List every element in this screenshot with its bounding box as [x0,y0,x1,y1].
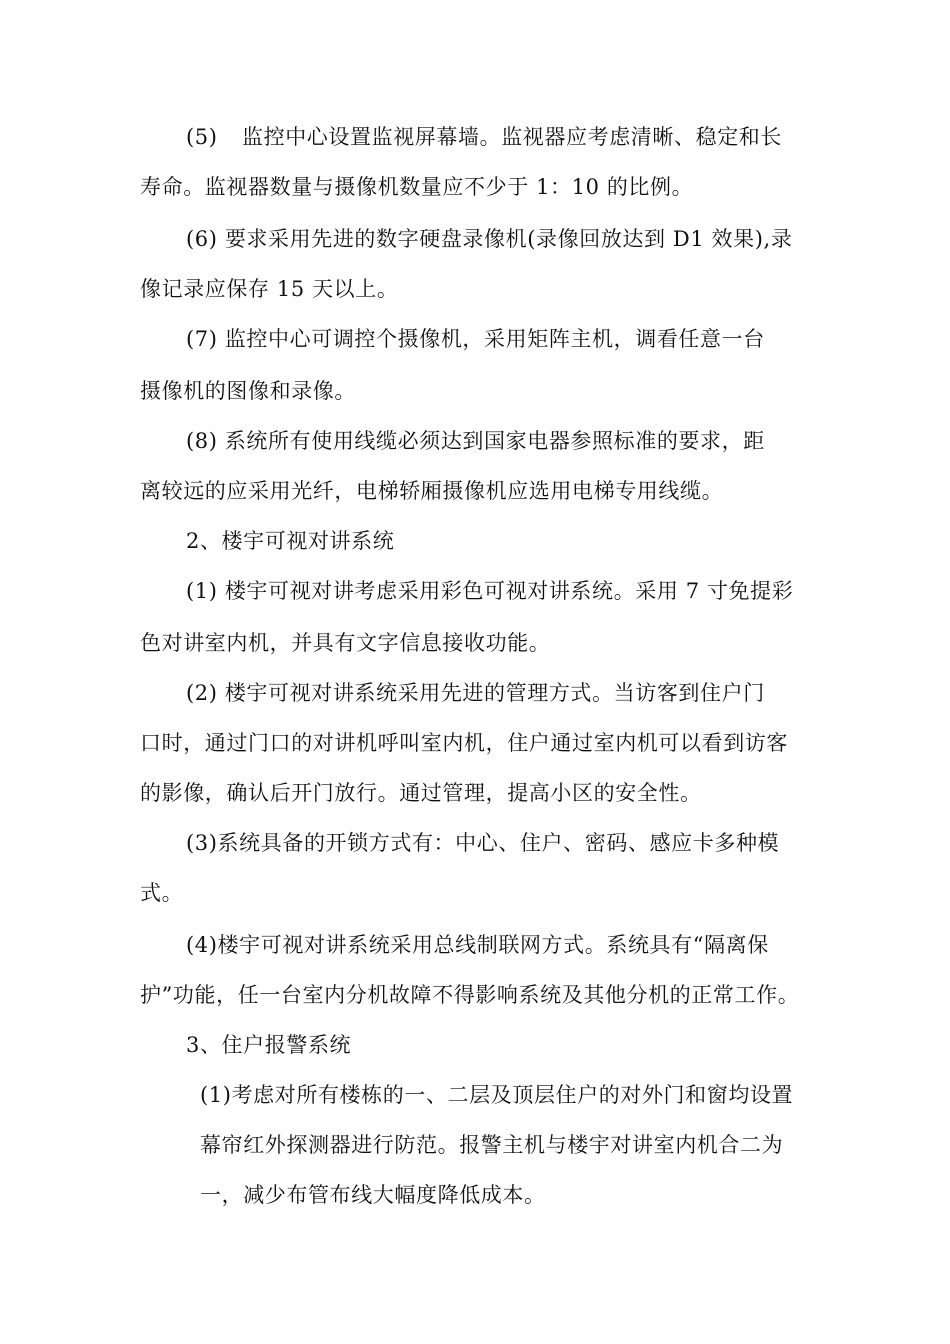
paragraph-line: (7) 监控中心可调控个摄像机，采用矩阵主机，调看任意一台 [186,327,765,351]
paragraph-line: 的影像，确认后开门放行。通过管理，提高小区的安全性。 [140,781,702,805]
paragraph-line [186,124,782,150]
paragraph-line: 一，减少布管布线大幅度降低成本。 [200,1183,546,1207]
paragraph-line: (2) 楼宇可视对讲系统采用先进的管理方式。当访客到住户门 [186,681,765,705]
line-text: 监控中心设置监视屏幕墙。监视器应考虑清晰、稳定和长 [242,125,782,149]
paragraph-line: 寿命。监视器数量与摄像机数量应不少于 1：10 的比例。 [140,175,694,199]
item-number: (5) [186,125,218,149]
paragraph-line: 像记录应保存 15 天以上。 [140,277,399,301]
paragraph-line: 摄像机的图像和录像。 [140,379,356,403]
paragraph-line: 色对讲室内机，并具有文字信息接收功能。 [140,631,551,655]
section-heading: 2、楼宇可视对讲系统 [186,529,395,553]
paragraph-line: (1) 楼宇可视对讲考虑采用彩色可视对讲系统。采用 7 寸免提彩 [186,579,794,603]
paragraph-line: (3)系统具备的开锁方式有：中心、住户、密码、感应卡多种模 [186,831,780,855]
paragraph-line: 幕帘红外探测器进行防范。报警主机与楼宇对讲室内机合二为 [200,1133,784,1157]
paragraph-line: (4)楼宇可视对讲系统采用总线制联网方式。系统具有“隔离保 [186,933,769,957]
paragraph-line: (8) 系统所有使用线缆必须达到国家电器参照标准的要求，距 [186,429,765,453]
paragraph-line: 口时，通过门口的对讲机呼叫室内机，住户通过室内机可以看到访客 [140,731,788,755]
paragraph-line: (6) 要求采用先进的数字硬盘录像机(录像回放达到 D1 效果),录 [186,227,793,251]
paragraph-line: 离较远的应采用光纤，电梯轿厢摄像机应选用电梯专用线缆。 [140,479,724,503]
paragraph-line: (1)考虑对所有楼栋的一、二层及顶层住户的对外门和窗均设置 [200,1083,794,1107]
paragraph-line: 护”功能，任一台室内分机故障不得影响系统及其他分机的正常工作。 [140,983,800,1007]
paragraph-line: 式。 [140,881,184,905]
section-heading: 3、住户报警系统 [186,1033,352,1057]
